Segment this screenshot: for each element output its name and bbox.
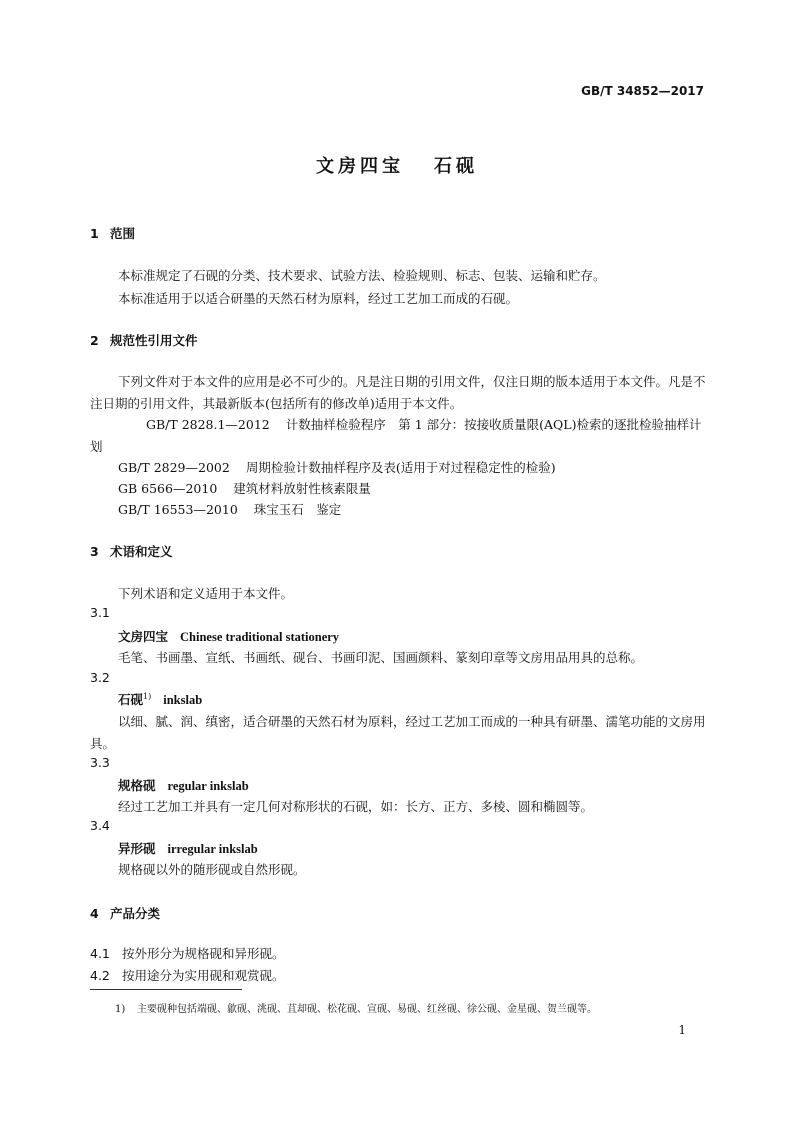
standard-code: GB/T 34852—2017 <box>581 84 704 98</box>
clause-number: 4.1 <box>90 946 110 961</box>
reference-item <box>118 479 371 497</box>
term-chinese: 规格砚 <box>118 778 156 793</box>
reference-item <box>118 458 556 476</box>
title-part-2: 石砚 <box>434 156 478 177</box>
reference-item <box>90 414 706 458</box>
footnote <box>115 1000 597 1015</box>
reference-code: GB/T 2828.1—2012 <box>146 417 270 432</box>
term-definition: 毛笔、书画墨、宣纸、书画纸、砚台、书画印泥、国画颜料、篆刻印章等文房用品用具的总称。 <box>118 650 644 665</box>
term-number: 3.1 <box>90 605 110 620</box>
page-title <box>0 152 794 178</box>
term-number: 3.4 <box>90 818 110 833</box>
clause-number: 4.2 <box>90 968 110 983</box>
section-2-heading <box>90 331 198 349</box>
section-4-heading <box>90 904 160 922</box>
footnote-reference: 1) <box>143 691 152 701</box>
reference-code: GB/T 16553—2010 <box>118 502 238 517</box>
section-title: 范围 <box>110 226 136 241</box>
term-definition: 经过工艺加工并具有一定几何对称形状的石砚，如：长方、正方、多棱、圆和椭圆等。 <box>118 799 594 814</box>
reference-title: 计数抽样检验程序 第 1 部分：按接收质量限(AQL)检索的逐批检验抽样计划 <box>90 417 702 454</box>
section-title: 产品分类 <box>110 906 161 921</box>
reference-code: GB 6566—2010 <box>118 481 218 496</box>
reference-title: 建筑材料放射性核素限量 <box>233 481 371 496</box>
term-english: Chinese traditional stationery <box>180 630 340 644</box>
term-english: regular inkslab <box>167 779 249 793</box>
reference-item <box>118 500 341 518</box>
section-3-heading <box>90 542 173 560</box>
clause-text: 按用途分为实用砚和观赏砚。 <box>122 968 285 983</box>
section-number: 3 <box>90 544 99 559</box>
term-heading <box>118 690 202 708</box>
term-number: 3.3 <box>90 755 110 770</box>
section-title: 术语和定义 <box>110 544 173 559</box>
term-heading <box>118 776 249 794</box>
page-number: 1 <box>678 1023 686 1037</box>
term-definition: 规格砚以外的随形砚或自然形砚。 <box>118 862 306 877</box>
term-definition: 以细、腻、润、缜密，适合研墨的天然石材为原料，经过工艺加工而成的一种具有研墨、濡笔功能的文房用具。 <box>90 714 706 751</box>
reference-title: 珠宝玉石 鉴定 <box>253 502 342 517</box>
classification-item <box>90 944 285 962</box>
footnote-mark: 1) <box>115 1004 126 1015</box>
term-heading <box>118 627 339 645</box>
term-chinese: 异形砚 <box>118 841 156 856</box>
footnote-text: 主要砚种包括端砚、歙砚、洮砚、苴却砚、松花砚、宣砚、易砚、红丝砚、徐公砚、金星砚、贺兰砚等。 <box>137 1004 597 1015</box>
normative-references-intro: 下列文件对于本文件的应用是必不可少的。凡是注日期的引用文件，仅注日期的版本适用于本文件。凡是不注日期的引用文件，其最新版本(包括所有的修改单)适用于本文件。 <box>90 374 706 411</box>
section-number: 2 <box>90 333 99 348</box>
classification-item <box>90 966 285 984</box>
term-heading <box>118 839 258 857</box>
clause-text: 按外形分为规格砚和异形砚。 <box>122 946 285 961</box>
reference-code: GB/T 2829—2002 <box>118 460 230 475</box>
terms-intro: 下列术语和定义适用于本文件。 <box>118 586 294 601</box>
term-english: irregular inkslab <box>167 842 258 856</box>
footnote-separator <box>90 989 242 990</box>
reference-title: 周期检验计数抽样程序及表(适用于对过程稳定性的检验) <box>245 460 556 475</box>
term-chinese: 文房四宝 <box>118 629 169 644</box>
section-title: 规范性引用文件 <box>110 333 198 348</box>
section-number: 1 <box>90 226 99 241</box>
term-english: inkslab <box>163 693 203 707</box>
term-chinese: 石砚 <box>118 692 144 707</box>
term-number: 3.2 <box>90 670 110 685</box>
title-part-1: 文房四宝 <box>316 156 404 177</box>
scope-paragraph-1: 本标准规定了石砚的分类、技术要求、试验方法、检验规则、标志、包装、运输和贮存。 <box>118 268 606 283</box>
section-1-heading <box>90 224 135 242</box>
section-number: 4 <box>90 906 99 921</box>
scope-paragraph-2: 本标准适用于以适合研墨的天然石材为原料，经过工艺加工而成的石砚。 <box>118 291 519 306</box>
